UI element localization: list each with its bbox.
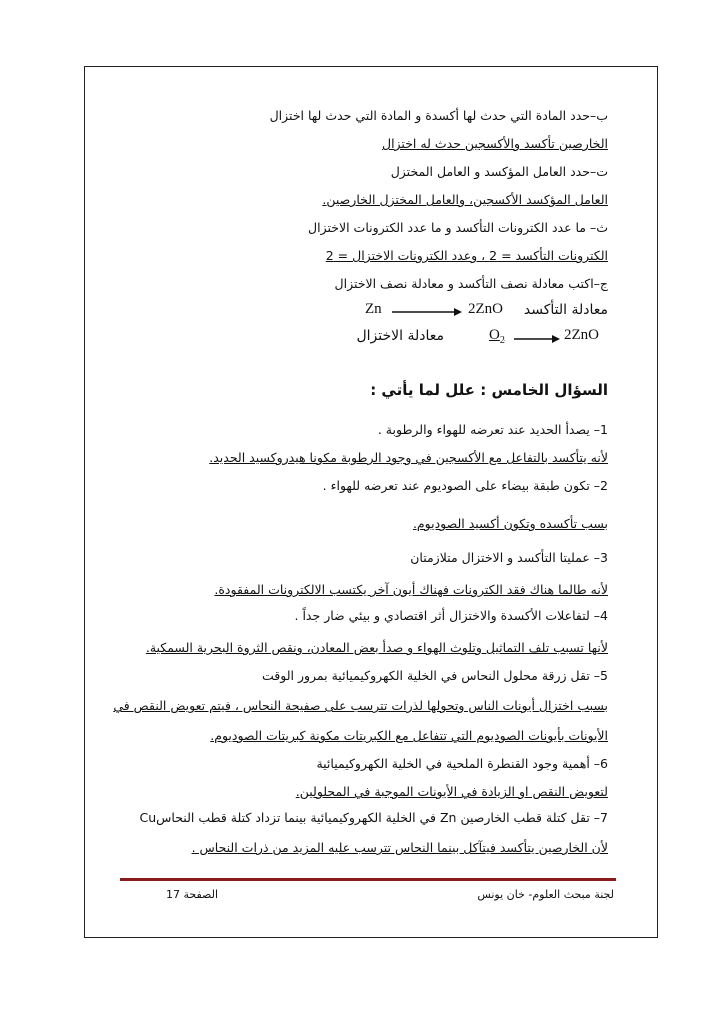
item-4: 4– لتفاعلات الأكسدة والاختزال أثر اقتصادي و بيئي ضار جداً . <box>294 608 608 623</box>
answer-7: لأن الخارصين يتأكسد فيتآكل بينما النحاس تترسب عليه المزيد من ذرات النحاس . <box>191 840 608 855</box>
item-2: 2– تكون طبقة بيضاء على الصوديوم عند تعرضه للهواء . <box>322 478 608 493</box>
footer-page-number: الصفحة 17 <box>166 888 219 901</box>
question-b: ب–حدد المادة التي حدث لها أكسدة و المادة التي حدث لها اختزال <box>269 108 608 123</box>
footer-rule <box>120 878 616 881</box>
oxidation-label: معادلة التأكسد <box>523 302 608 318</box>
reduction-reactant: $O_2$ <box>489 327 505 346</box>
answer-4: لأنها تسبب تلف التماثيل وتلوث الهواء و صدأ بعض المعادن، ونقص الثروة البحرية السمكية. <box>145 640 608 655</box>
reduction-product: 2ZnO <box>564 327 599 343</box>
footer-committee: لجنة مبحث العلوم- خان يونس <box>477 888 614 901</box>
oxidation-reactant: Zn <box>365 301 382 317</box>
answer-3: لأنه طالما هناك فقد الكترونات فهناك أيون آخر يكتسب الالكترونات المفقودة. <box>214 582 608 597</box>
reduction-label: معادلة الاختزال <box>356 328 444 344</box>
section-title: السؤال الخامس : علل لما يأتي : <box>370 381 608 399</box>
answer-6: لتعويض النقص او الزيادة في الأيونات الموجبة في المحلولين. <box>295 784 608 799</box>
answer-2: بسب تأكسده وتكون أكسيد الصوديوم. <box>412 516 608 531</box>
question-j: ج–اكتب معادلة نصف التأكسد و معادلة نصف الاختزال <box>334 276 608 291</box>
answer-th: الكترونات التأكسد = 2 ، وعدد الكترونات الاختزال = 2 <box>325 248 608 263</box>
answer-5b: الأيونات بأيونات الصوديوم التي تتفاعل مع الكبريتات مكونة كبريتات الصوديوم. <box>210 728 608 743</box>
answer-t: العامل المؤكسد الأكسجين، والعامل المختزل الخارصين. <box>322 192 608 207</box>
answer-5a: بسبب اختزال أيونات الناس وتحولها لذرات تترسب على صفيحة النحاس ، فيتم تعويض النقص في <box>113 698 608 713</box>
item-3: 3– عمليتا التأكسد و الاختزال متلازمتان <box>410 550 608 565</box>
question-t: ت–حدد العامل المؤكسد و العامل المختزل <box>390 164 608 179</box>
item-6: 6– أهمية وجود القنطرة الملحية في الخلية الكهروكيميائية <box>316 756 608 771</box>
answer-1: لأنه يتأكسد بالتفاعل مع الأكسجين في وجود الرطوبة مكونا هيدروكسيد الحديد. <box>209 450 608 465</box>
item-1: 1– يصدأ الحديد عند تعرضه للهواء والرطوبة . <box>377 422 608 437</box>
item-7: 7– تقل كتلة قطب الخارصين Zn في الخلية الكهروكيميائية بينما تزداد كتلة قطب النحاسCu <box>139 810 608 825</box>
answer-b: الخارصين تأكسد والأكسجين حدث له اختزال <box>381 136 608 151</box>
oxidation-product: 2ZnO <box>468 301 503 317</box>
oxidation-arrow <box>392 307 462 317</box>
question-th: ث– ما عدد الكترونات التأكسد و ما عدد الكترونات الاختزال <box>308 220 608 235</box>
item-5: 5– تقل زرقة محلول النحاس في الخلية الكهروكيميائية بمرور الوقت <box>262 668 608 683</box>
reduction-arrow <box>514 334 560 344</box>
